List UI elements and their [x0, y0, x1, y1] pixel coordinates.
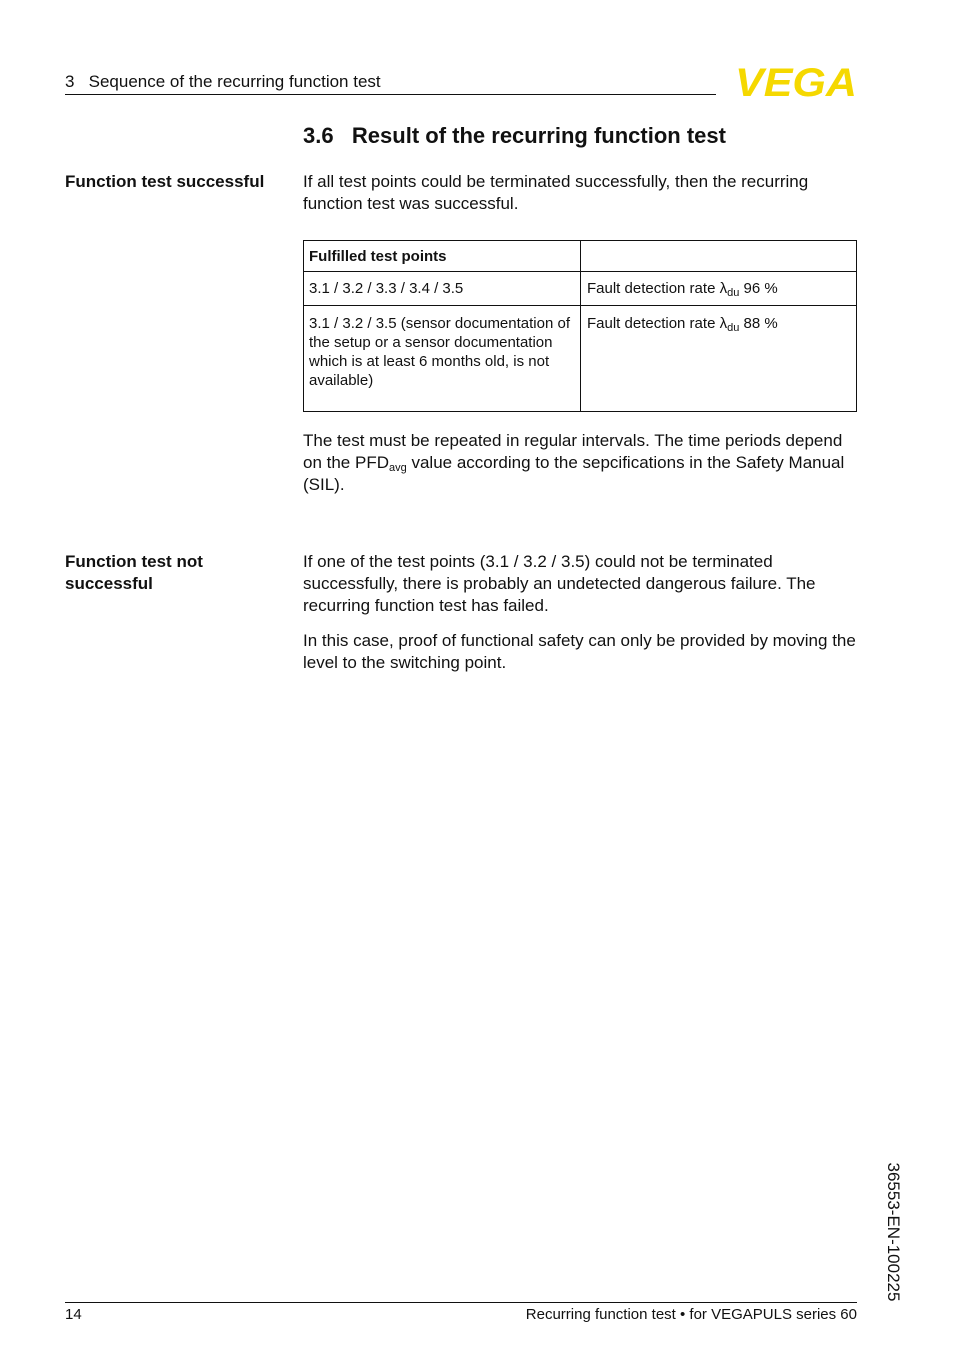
- rate-subscript: du: [727, 322, 740, 334]
- table-row: [304, 306, 857, 412]
- table-header-row: [304, 241, 857, 272]
- table-header-empty-cell: [581, 241, 857, 272]
- rate-value: 96 %: [739, 280, 778, 297]
- document-id: 36553-EN-100225: [884, 1162, 903, 1302]
- detection-rate-cell: [581, 306, 857, 412]
- test-points-cell: 3.1 / 3.2 / 3.3 / 3.4 / 3.5: [304, 272, 581, 306]
- pfd-subscript: avg: [389, 462, 407, 474]
- running-head: 3 Sequence of the recurring function test: [65, 72, 381, 91]
- repeat-note-before: The test must be repeated in regular intervals. The time periods depend on the PFD: [303, 431, 843, 472]
- rate-subscript: du: [727, 287, 740, 299]
- header-rule: [65, 94, 716, 95]
- footer-rule: [65, 1302, 857, 1303]
- repeat-note-after: value according to the sepcifications in the Safety Manual (SIL).: [303, 453, 845, 494]
- footer-title: Recurring function test • for VEGAPULS series 60: [525, 1306, 857, 1323]
- vega-logo: [734, 64, 858, 100]
- detection-rate-cell: [581, 272, 857, 306]
- paragraph-not-successful: If one of the test points (3.1 / 3.2 / 3.5) could not be terminated successfully, there is probably an undetected dangerous failure. The recurring function test has failed.: [303, 552, 816, 615]
- paragraph-repeat-note: [303, 430, 859, 496]
- rate-prefix: Fault detection rate λ: [587, 315, 728, 332]
- section-title: 3.6 Result of the recurring function test: [303, 123, 726, 148]
- page-number: 14: [65, 1306, 82, 1323]
- test-points-table: [303, 240, 857, 412]
- rate-value: 88 %: [739, 315, 778, 332]
- label-function-test-not-successful: Function test not successful: [65, 552, 203, 593]
- test-points-cell: 3.1 / 3.2 / 3.5 (sensor documentation of the setup or a sensor documentation which is at least 6 months old, is not available): [304, 306, 581, 412]
- paragraph-successful: If all test points could be terminated successfully, then the recurring function test was successful.: [303, 172, 809, 213]
- table-row: [304, 272, 857, 306]
- vega-logo-text: VEGA: [735, 64, 857, 100]
- rate-prefix: Fault detection rate λ: [587, 280, 728, 297]
- paragraph-proof-of-safety: In this case, proof of functional safety can only be provided by moving the level to the switching point.: [303, 631, 856, 672]
- table-header-cell: Fulfilled test points: [304, 241, 581, 272]
- label-function-test-successful: Function test successful: [65, 172, 265, 191]
